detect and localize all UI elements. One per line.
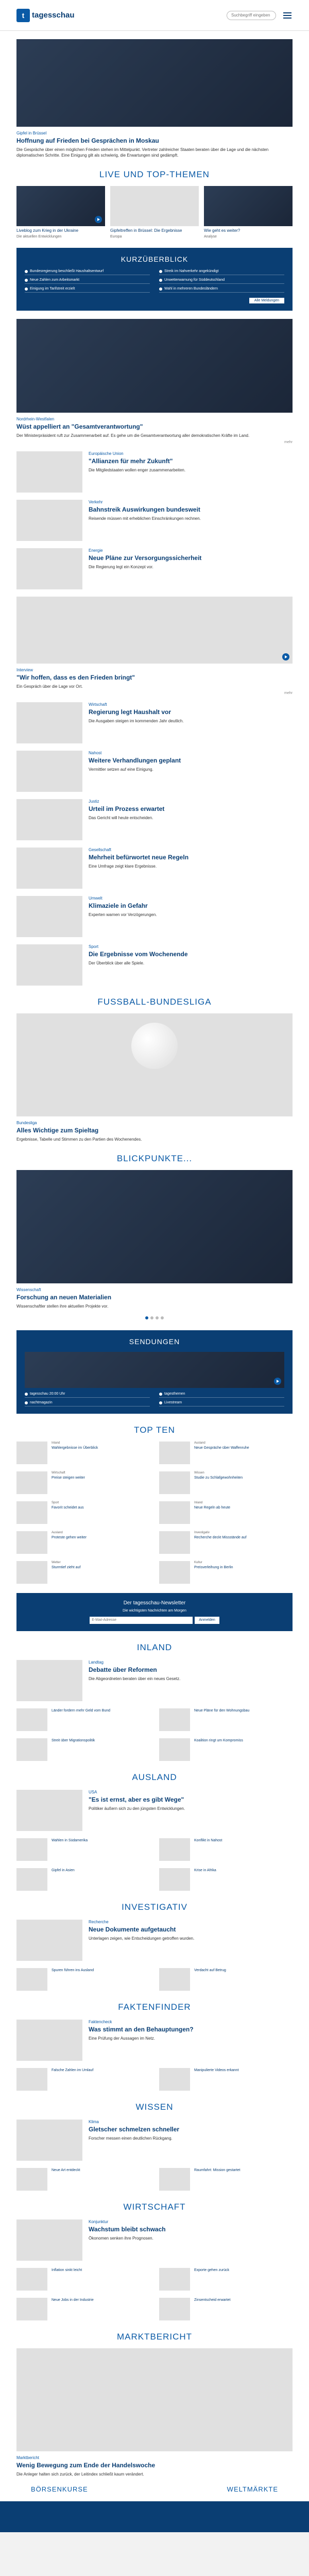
tab-boersenkurse[interactable]: BÖRSENKURSE: [31, 2485, 88, 2493]
list-item[interactable]: Energie Neue Pläne zur Versorgungssicherheit Die Regierung legt ein Konzept vor.: [16, 548, 293, 589]
ausland-item[interactable]: Krise in Afrika: [159, 1868, 293, 1891]
hero-title[interactable]: Hoffnung auf Frieden bei Gesprächen in Moskau: [16, 137, 159, 144]
section-title-inland: INLAND: [136, 1642, 173, 1652]
sendung-item[interactable]: tagesschau 20:00 Uhr: [25, 1392, 150, 1398]
topten-item[interactable]: Inland Neue Regeln ab heute: [159, 1501, 293, 1524]
newsletter-section: [0, 1593, 309, 1631]
newsletter-email-input[interactable]: [90, 1617, 193, 1624]
ausland-item[interactable]: Konflikt in Nahost: [159, 1838, 293, 1861]
live-card-title: Gipfeltreffen in Brüssel: Die Ergebnisse: [110, 228, 182, 233]
hero-kicker: Gipfel in Brüssel: [16, 131, 47, 135]
list-item[interactable]: Gesellschaft Mehrheit befürwortet neue Regeln Eine Umfrage zeigt klare Ergebnisse.: [16, 848, 293, 889]
play-icon: [282, 653, 289, 660]
list-item[interactable]: Verkehr Bahnstreik Auswirkungen bundesweit Reisende müssen mit erheblichen Einschränkungen rechnen.: [16, 500, 293, 541]
faktenfinder-section: [0, 2002, 309, 2091]
search-input[interactable]: [227, 11, 276, 20]
inland-item[interactable]: Koalition ringt um Kompromiss: [159, 1738, 293, 1761]
ausland-lead[interactable]: USA "Es ist ernst, aber es gibt Wege" Politiker äußern sich zu den jüngsten Entwicklungen.: [16, 1790, 293, 1831]
wirtschaft-section: [0, 2202, 309, 2320]
inland-item[interactable]: Länder fordern mehr Geld vom Bund: [16, 1708, 150, 1731]
list-title[interactable]: "Wir hoffen, dass es den Frieden bringt": [16, 673, 135, 681]
faktenfinder-item[interactable]: Manipulierte Videos erkannt: [159, 2068, 293, 2091]
menu-icon[interactable]: [283, 12, 291, 19]
kurz-item[interactable]: Unwetterwarnung für Süddeutschland: [159, 278, 284, 284]
live-card-image: [16, 186, 105, 226]
list-item[interactable]: Umwelt Klimaziele in Gefahr Experten warnen vor Verzögerungen.: [16, 896, 293, 937]
hero-text: Die Gespräche über einen möglichen Frieden stehen im Mittelpunkt. Vertreter zahlreicher Staaten beraten über die Lage und die nächsten diplomatischen Schritte. Eine Einigung gilt als schwierig, die Erwartungen sind gedämpft.: [16, 147, 269, 158]
site-header: [0, 0, 309, 31]
newsletter-submit-button[interactable]: Anmelden: [195, 1617, 219, 1624]
live-card[interactable]: [110, 186, 199, 238]
kurz-item[interactable]: Wahl in mehreren Bundesländern: [159, 287, 284, 293]
topten-item[interactable]: Ausland Proteste gehen weiter: [16, 1531, 150, 1554]
ausland-section: [0, 1772, 309, 1891]
inland-item[interactable]: Neue Pläne für den Wohnungsbau: [159, 1708, 293, 1731]
live-card-sub: Europa: [110, 234, 122, 239]
list-item[interactable]: Nahost Weitere Verhandlungen geplant Vermittler setzen auf eine Einigung.: [16, 751, 293, 792]
live-card[interactable]: [204, 186, 293, 238]
kurz-more-button[interactable]: Alle Meldungen: [249, 298, 284, 303]
play-icon: [95, 216, 102, 223]
wirtschaft-item[interactable]: Inflation sinkt leicht: [16, 2268, 150, 2291]
live-card-title: Wie geht es weiter?: [204, 228, 241, 233]
topten-item[interactable]: Wetter Sturmtief zieht auf: [16, 1561, 150, 1584]
topten-item[interactable]: Kultur Preisverleihung in Berlin: [159, 1561, 293, 1584]
kurz-item[interactable]: Einigung im Tarifstreit erzielt: [25, 287, 150, 293]
section-title-kurz: KURZÜBERBLICK: [121, 255, 188, 263]
wirtschaft-item[interactable]: Neue Jobs in der Industrie: [16, 2298, 150, 2320]
live-card-image: [110, 186, 199, 226]
wirtschaft-lead[interactable]: Konjunktur Wachstum bleibt schwach Ökonomen senken ihre Prognosen.: [16, 2219, 293, 2261]
site-footer: [0, 2501, 309, 2532]
section-title-blickpunkte: BLICKPUNKTE...: [116, 1154, 193, 1164]
sendung-item[interactable]: nachtmagazin: [25, 1401, 150, 1406]
blickpunkte-section: BLICKPUNKTE... Wissenschaft Forschung an neuen Materialien Wissenschaftler stellen ihre aktuellen Projekte vor.: [0, 1154, 309, 1320]
wissen-lead[interactable]: Klima Gletscher schmelzen schneller Forscher messen einen deutlichen Rückgang.: [16, 2120, 293, 2161]
section-title-markt: MARKTBERICHT: [116, 2331, 193, 2342]
list-item[interactable]: Justiz Urteil im Prozess erwartet Das Gericht will heute entscheiden.: [16, 799, 293, 840]
bundesliga-image[interactable]: [16, 1013, 293, 1116]
section-title-fussball: FUSSBALL-BUNDESLIGA: [97, 997, 212, 1007]
logo-mark: t: [16, 9, 30, 22]
more-link[interactable]: mehr: [284, 440, 293, 444]
faktenfinder-item[interactable]: Falsche Zahlen im Umlauf: [16, 2068, 150, 2091]
section-title-wissen: WISSEN: [135, 2102, 174, 2112]
lead2-image[interactable]: [16, 319, 293, 413]
markt-title[interactable]: Wenig Bewegung zum Ende der Handelswoche: [16, 2461, 156, 2469]
kurz-item[interactable]: Bundesregierung beschließt Haushaltsentwurf: [25, 269, 150, 275]
topten-item[interactable]: Sport Favorit scheidet aus: [16, 1501, 150, 1524]
markt-image[interactable]: [16, 2348, 293, 2451]
kurz-item[interactable]: Neue Zahlen zum Arbeitsmarkt: [25, 278, 150, 284]
topten-item[interactable]: Inland Wahlergebnisse im Überblick: [16, 1442, 150, 1464]
logo[interactable]: [16, 9, 75, 22]
wirtschaft-item[interactable]: Exporte gehen zurück: [159, 2268, 293, 2291]
topten-item[interactable]: Ausland Neue Gespräche über Waffenruhe: [159, 1442, 293, 1464]
section-title-sendungen: SENDUNGEN: [129, 1337, 180, 1346]
live-card[interactable]: [16, 186, 105, 238]
lead2-kicker: Nordrhein-Westfalen: [16, 416, 55, 421]
list-item[interactable]: Europäische Union "Allianzen für mehr Zukunft" Die Mitgliedstaaten wollen enger zusammenarbeiten.: [16, 451, 293, 493]
investigativ-item[interactable]: Spuren führen ins Ausland: [16, 1968, 150, 1991]
newsletter-title: Der tagesschau-Newsletter: [123, 1600, 186, 1606]
lead2-title[interactable]: Wüst appelliert an "Gesamtverantwortung": [16, 422, 143, 430]
hero-section: [0, 31, 309, 158]
ausland-item[interactable]: Wahlen in Südamerika: [16, 1838, 150, 1861]
tab-weltmaerkte[interactable]: WELTMÄRKTE: [227, 2485, 278, 2493]
section-title-faktenfinder: FAKTENFINDER: [118, 2002, 191, 2012]
investigativ-lead[interactable]: Recherche Neue Dokumente aufgetaucht Unterlagen zeigen, wie Entscheidungen getroffen wurden.: [16, 1920, 293, 1961]
bundesliga-section: FUSSBALL-BUNDESLIGA Bundesliga Alles Wichtige zum Spieltag Ergebnisse, Tabelle und Stimmen zu den Partien des Wochenendes.: [0, 997, 309, 1142]
topten-item[interactable]: Wirtschaft Preise steigen weiter: [16, 1471, 150, 1494]
live-card-sub: Analyse: [204, 234, 217, 239]
list-b: [0, 702, 309, 986]
section-title-topten: TOP TEN: [134, 1425, 175, 1435]
carousel-dots[interactable]: [16, 1314, 293, 1321]
investigativ-item[interactable]: Verdacht auf Betrug: [159, 1968, 293, 1991]
faktenfinder-lead[interactable]: Faktencheck Was stimmt an den Behauptungen? Eine Prüfung der Aussagen im Netz.: [16, 2020, 293, 2061]
sendungen-section: [0, 1330, 309, 1414]
newsletter-sub: Die wichtigsten Nachrichten am Morgen: [123, 1608, 186, 1613]
list-item[interactable]: Sport Die Ergebnisse vom Wochenende Der Überblick über alle Spiele.: [16, 944, 293, 986]
inland-lead[interactable]: Landtag Debatte über Reformen Die Abgeordneten beraten über ein neues Gesetz.: [16, 1660, 293, 1701]
investigativ-section: [0, 1902, 309, 1991]
list-a: Europäische Union "Allianzen für mehr Zukunft" Die Mitgliedstaaten wollen enger zusammenarbeiten. Verkehr Bahnstreik Auswirkungen bundesweit Reisende müssen mit erheblichen Einschränkungen rechnen. Energie Neue Pläne zur Versorgungssicherheit Die Regierung legt ein Konzept vor. Interview "Wir hoffen, dass es den Frieden bringt" Ein Gespräch über die Lage vor Ort. mehr: [16, 451, 293, 696]
topten-item[interactable]: Wissen Studie zu Schlafgewohnheiten: [159, 1471, 293, 1494]
ausland-item[interactable]: Gipfel in Asien: [16, 1868, 150, 1891]
sendung-item[interactable]: Livestream: [159, 1401, 284, 1406]
section-title-investigativ: INVESTIGATIV: [122, 1902, 187, 1912]
sendung-item[interactable]: tagesthemen: [159, 1392, 284, 1398]
live-card-sub: Die aktuellen Entwicklungen: [16, 234, 62, 239]
inland-item[interactable]: Streit über Migrationspolitik: [16, 1738, 150, 1761]
list-item[interactable]: Wirtschaft Regierung legt Haushalt vor Die Ausgaben steigen im kommenden Jahr deutlich.: [16, 702, 293, 743]
live-card-title: Liveblog zum Krieg in der Ukraine: [16, 228, 79, 233]
wirtschaft-item[interactable]: Zinsentscheid erwartet: [159, 2298, 293, 2320]
wissen-section: [0, 2102, 309, 2191]
video-placeholder[interactable]: [16, 597, 293, 664]
blick-title[interactable]: Forschung an neuen Materialien: [16, 1294, 112, 1301]
lead2-text: Der Ministerpräsident ruft zur Zusammenarbeit auf. Es gehe um die Gesamtverantwortung aller demokratischen Kräfte im Land.: [16, 433, 250, 438]
section-title-ausland: AUSLAND: [132, 1772, 177, 1782]
wissen-item[interactable]: Raumfahrt: Mission gestartet: [159, 2168, 293, 2191]
hero-image[interactable]: [16, 39, 293, 127]
kurz-item[interactable]: Streik im Nahverkehr angekündigt: [159, 269, 284, 275]
wissen-item[interactable]: Neue Art entdeckt: [16, 2168, 150, 2191]
live-section: [0, 170, 309, 238]
sendung-video[interactable]: [25, 1352, 284, 1388]
more-link[interactable]: mehr: [284, 691, 293, 696]
blickpunkte-image[interactable]: [16, 1170, 293, 1283]
live-card-image: [204, 186, 293, 226]
topten-item[interactable]: Investigativ Recherche deckt Missstände auf: [159, 1531, 293, 1554]
market-tabs: [0, 2477, 309, 2501]
logo-text: tagesschau: [32, 11, 75, 20]
section-title-live: LIVE UND TOP-THEMEN: [99, 170, 210, 180]
kurzueberblick-section: [0, 248, 309, 311]
lead2-section: [0, 319, 309, 444]
football-icon: [131, 1023, 178, 1069]
section-title-wirtschaft: WIRTSCHAFT: [123, 2201, 186, 2212]
topten-section: [0, 1425, 309, 1584]
bundesliga-title[interactable]: Alles Wichtige zum Spieltag: [16, 1127, 99, 1134]
markt-section: MARKTBERICHT Marktbericht Wenig Bewegung zum Ende der Handelswoche Die Anleger halten sich zurück, der Leitindex schließt kaum verändert.: [0, 2332, 309, 2477]
inland-section: [0, 1642, 309, 1761]
